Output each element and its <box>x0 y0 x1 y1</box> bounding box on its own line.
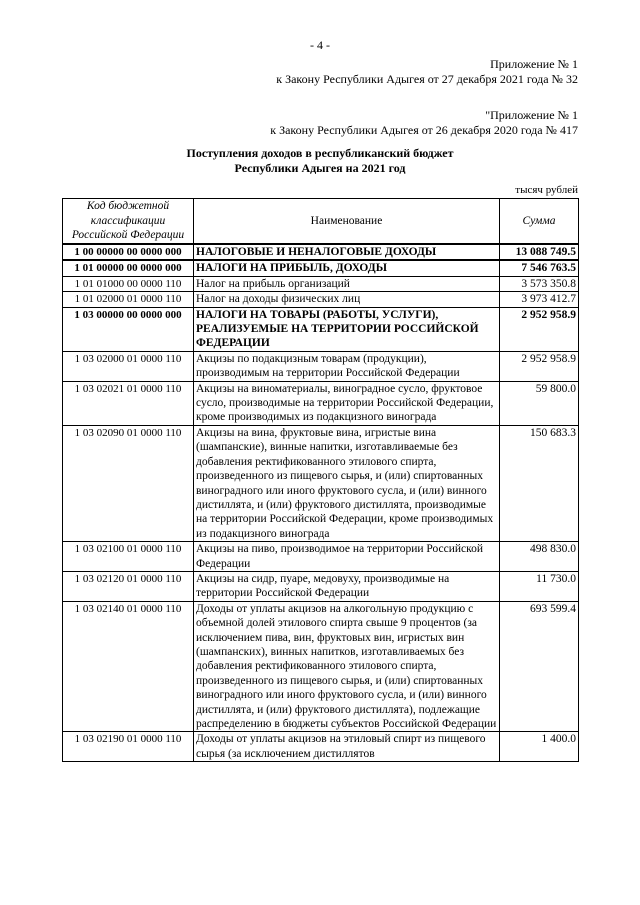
row-name: Доходы от уплаты акцизов на этиловый спирт из пищевого сырья (за исключением дистиллятов <box>194 732 500 762</box>
row-code: 1 00 00000 00 0000 000 <box>63 244 194 260</box>
table-row <box>63 276 579 291</box>
row-amount: 59 800.0 <box>500 381 579 425</box>
table-row <box>63 732 579 762</box>
row-code: 1 03 02190 01 0000 110 <box>63 732 194 762</box>
row-amount: 498 830.0 <box>500 542 579 572</box>
table-row <box>63 542 579 572</box>
row-name: Доходы от уплаты акцизов на алкогольную продукцию с объемной долей этилового спирта свыше 9 процентов (за исключением пива, вин, фруктовых вин, игристых вин (шампанских), винных напитков, изготавливаемых без добавления ректификованного этилового спирта, произведенного из пищевого сырья, и (или) спиртованных виноградного или иного фруктового сусла, и (или) винного дистиллята, и (или) фруктового дистиллята), подлежащие распределению в бюджеты субъектов Российской Федерации <box>194 601 500 732</box>
row-code: 1 03 02120 01 0000 110 <box>63 571 194 601</box>
document-title <box>0 146 640 176</box>
row-amount: 1 400.0 <box>500 732 579 762</box>
table-row <box>63 244 579 260</box>
table-row <box>63 425 579 541</box>
table-row <box>63 571 579 601</box>
row-name: Налог на прибыль организаций <box>194 276 500 291</box>
header-code: Код бюджетной классификации Российской Федерации <box>63 199 194 245</box>
annex-previous <box>270 108 578 138</box>
row-amount: 2 952 958.9 <box>500 351 579 381</box>
document-title-line1: Поступления доходов в республиканский бюджет <box>186 146 454 160</box>
row-amount: 3 573 350.8 <box>500 276 579 291</box>
annex-current-law: к Закону Республики Адыгея от 27 декабря 2021 года № 32 <box>276 72 578 86</box>
row-amount: 3 973 412.7 <box>500 292 579 307</box>
table-row <box>63 307 579 351</box>
header-name: Наименование <box>194 199 500 245</box>
row-name: Налог на доходы физических лиц <box>194 292 500 307</box>
units-label: тысяч рублей <box>515 184 578 196</box>
row-amount: 2 952 958.9 <box>500 307 579 351</box>
table-header-row <box>63 199 579 245</box>
row-name: НАЛОГИ НА ПРИБЫЛЬ, ДОХОДЫ <box>194 260 500 276</box>
row-code: 1 03 02100 01 0000 110 <box>63 542 194 572</box>
row-amount: 7 546 763.5 <box>500 260 579 276</box>
row-code: 1 03 02021 01 0000 110 <box>63 381 194 425</box>
row-amount: 150 683.3 <box>500 425 579 541</box>
row-amount: 693 599.4 <box>500 601 579 732</box>
row-code: 1 03 00000 00 0000 000 <box>63 307 194 351</box>
row-code: 1 03 02090 01 0000 110 <box>63 425 194 541</box>
header-amount: Сумма <box>500 199 579 245</box>
row-amount: 13 088 749.5 <box>500 244 579 260</box>
page-number: - 4 - <box>310 38 330 52</box>
annex-current-title: Приложение № 1 <box>490 57 578 71</box>
table-row <box>63 381 579 425</box>
row-code: 1 01 02000 01 0000 110 <box>63 292 194 307</box>
row-name: Акцизы на виноматериалы, виноградное сусло, фруктовое сусло, производимые на территории Российской Федерации, кроме производимых из подакцизного винограда <box>194 381 500 425</box>
row-code: 1 01 00000 00 0000 000 <box>63 260 194 276</box>
table-row <box>63 601 579 732</box>
row-name: Акцизы по подакцизным товарам (продукции), производимым на территории Российской Федерации <box>194 351 500 381</box>
table-row <box>63 292 579 307</box>
annex-current <box>276 57 578 87</box>
row-code: 1 03 02000 01 0000 110 <box>63 351 194 381</box>
table-row <box>63 351 579 381</box>
revenue-table <box>62 198 579 762</box>
row-name: Акцизы на вина, фруктовые вина, игристые вина (шампанские), винные напитки, изготавливаемые без добавления ректификованного этилового спирта, произведенного из пищевого сырья, и (или) спиртованных виноградного или иного фруктового сусла, и (или) винного дистиллята, и (или) фруктового дистиллята, производимые на территории Российской Федерации, кроме производимых из подакцизного винограда <box>194 425 500 541</box>
row-name: Акцизы на пиво, производимое на территории Российской Федерации <box>194 542 500 572</box>
document-title-line2: Республики Адыгея на 2021 год <box>234 161 406 175</box>
row-code: 1 01 01000 00 0000 110 <box>63 276 194 291</box>
row-code: 1 03 02140 01 0000 110 <box>63 601 194 732</box>
row-name: НАЛОГИ НА ТОВАРЫ (РАБОТЫ, УСЛУГИ), РЕАЛИЗУЕМЫЕ НА ТЕРРИТОРИИ РОССИЙСКОЙ ФЕДЕРАЦИИ <box>194 307 500 351</box>
row-name: НАЛОГОВЫЕ И НЕНАЛОГОВЫЕ ДОХОДЫ <box>194 244 500 260</box>
annex-previous-title: "Приложение № 1 <box>485 108 578 122</box>
table-row <box>63 260 579 276</box>
row-amount: 11 730.0 <box>500 571 579 601</box>
annex-previous-law: к Закону Республики Адыгея от 26 декабря 2020 года № 417 <box>270 123 578 137</box>
row-name: Акцизы на сидр, пуаре, медовуху, производимые на территории Российской Федерации <box>194 571 500 601</box>
